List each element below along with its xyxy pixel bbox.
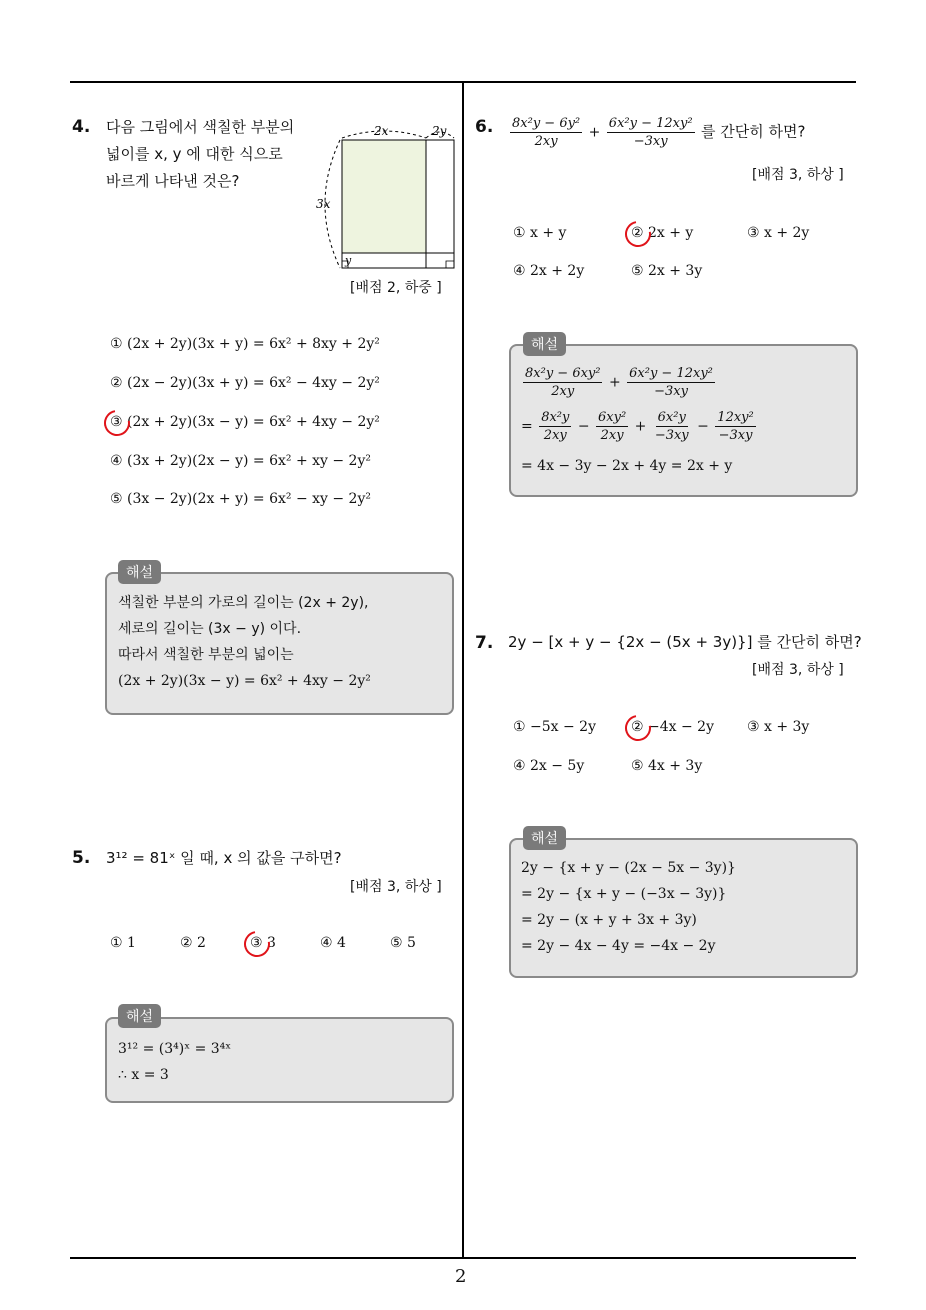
q4-option-5[interactable]: ⑤ (3x − 2y)(2x + y) = 6x² − xy − 2y² bbox=[110, 491, 371, 507]
q6-question bbox=[508, 115, 805, 150]
q6-number: 6. bbox=[475, 117, 494, 137]
q5-option-2[interactable]: ② 2 bbox=[180, 935, 206, 951]
q6-sol2-n3: 6x²y bbox=[657, 410, 686, 425]
q4-shaded-region bbox=[342, 140, 426, 253]
q7-solution-line1: 2y − {x + y − (2x − 5x − 3y)} bbox=[521, 860, 736, 876]
q7-option-5[interactable]: ⑤ 4x + 3y bbox=[631, 758, 703, 774]
q4-label-y: y bbox=[345, 254, 352, 267]
q5-option-4[interactable]: ④ 4 bbox=[320, 935, 346, 951]
q6-option-5[interactable]: ⑤ 2x + 3y bbox=[631, 263, 703, 279]
q7-solution-line3: = 2y − (x + y + 3x + 3y) bbox=[521, 912, 697, 928]
q4-question bbox=[106, 114, 294, 195]
column-divider bbox=[462, 81, 464, 1258]
q6-option-2[interactable]: ② 2x + y bbox=[631, 225, 694, 241]
q4-label-2x: 2x bbox=[374, 124, 389, 138]
q4-option-1[interactable]: ① (2x + 2y)(3x + y) = 6x² + 8xy + 2y² bbox=[110, 336, 380, 352]
q6-sol2-frac1 bbox=[539, 409, 571, 444]
q5-option-1[interactable]: ① 1 bbox=[110, 935, 136, 951]
q6-frac2-num: 6x²y − 12xy² bbox=[608, 116, 693, 131]
q6-solution-line1 bbox=[521, 365, 717, 400]
q6-sol2-d4: −3xy bbox=[718, 428, 753, 443]
q6-sol1-plus: + bbox=[608, 374, 621, 391]
q6-frac1-num: 8x²y − 6y² bbox=[512, 116, 581, 131]
q6-sol2-d1: 2xy bbox=[543, 428, 567, 443]
q5-option-5[interactable]: ⑤ 5 bbox=[390, 935, 416, 951]
q6-fraction-1 bbox=[510, 115, 582, 150]
q4-solution-line3: 따라서 색칠한 부분의 넓이는 bbox=[118, 647, 294, 663]
q4-solution-line1: 색칠한 부분의 가로의 길이는 (2x + 2y), bbox=[118, 595, 369, 611]
q6-solution-tag: 해설 bbox=[523, 332, 566, 356]
q5-solution-line1: 3¹² = (3⁴)ˣ = 3⁴ˣ bbox=[118, 1041, 232, 1057]
q6-sol1-d2: −3xy bbox=[654, 384, 688, 399]
q7-solution-tag: 해설 bbox=[523, 826, 566, 850]
q6-sol1-frac1 bbox=[523, 365, 602, 400]
q6-sol1-n1: 8x²y − 6xy² bbox=[525, 366, 601, 381]
q5-points: [배점 3, 하상 ] bbox=[350, 879, 442, 895]
q6-sol1-n2: 6x²y − 12xy² bbox=[629, 366, 713, 381]
q4-solution-tag: 해설 bbox=[118, 560, 161, 584]
q6-sol2-frac4 bbox=[715, 409, 755, 444]
q7-question: 2y − [x + y − {2x − (5x + 3y)}] 를 간단히 하면? bbox=[508, 633, 862, 651]
q7-option-2[interactable]: ② −4x − 2y bbox=[631, 719, 714, 735]
q4-question-line2: 넓이를 x, y 에 대한 식으로 bbox=[106, 145, 283, 163]
q4-option-4[interactable]: ④ (3x + 2y)(2x − y) = 6x² + xy − 2y² bbox=[110, 453, 371, 469]
q7-points: [배점 3, 하상 ] bbox=[752, 662, 844, 678]
q6-points: [배점 3, 하상 ] bbox=[752, 167, 844, 183]
q6-sol2-d2: 2xy bbox=[600, 428, 624, 443]
q4-points: [배점 2, 하중 ] bbox=[350, 280, 442, 296]
q6-sol2-eq: = bbox=[521, 418, 533, 435]
q6-sol1-frac2 bbox=[627, 365, 715, 400]
q6-frac1-den: 2xy bbox=[534, 134, 558, 149]
q5-solution-line2: ∴ x = 3 bbox=[118, 1067, 169, 1083]
q6-fraction-2 bbox=[607, 115, 695, 150]
q6-frac2-den: −3xy bbox=[633, 134, 668, 149]
q5-option-3[interactable]: ③ 3 bbox=[250, 935, 276, 951]
q6-option-4[interactable]: ④ 2x + 2y bbox=[513, 263, 585, 279]
q5-answer-mark bbox=[239, 926, 275, 962]
q7-option-3[interactable]: ③ x + 3y bbox=[747, 719, 810, 735]
q7-number: 7. bbox=[475, 633, 494, 653]
page-number: 2 bbox=[455, 1266, 467, 1287]
q4-answer-mark bbox=[99, 405, 135, 441]
q6-sol2-frac2 bbox=[596, 409, 628, 444]
q7-answer-mark bbox=[620, 710, 656, 746]
q6-sol2-n4: 12xy² bbox=[717, 410, 754, 425]
q5-solution-tag: 해설 bbox=[118, 1004, 161, 1028]
q4-label-2y: 2y bbox=[432, 124, 447, 138]
q5-question: 3¹² = 81ˣ 일 때, x 의 값을 구하면? bbox=[106, 849, 342, 867]
q5-number: 5. bbox=[72, 848, 91, 868]
q4-solution-line2: 세로의 길이는 (3x − y) 이다. bbox=[118, 621, 302, 637]
q6-option-3[interactable]: ③ x + 2y bbox=[747, 225, 810, 241]
q6-sol1-d1: 2xy bbox=[551, 384, 575, 399]
q7-option-1[interactable]: ① −5x − 2y bbox=[513, 719, 596, 735]
q4-solution-line4: (2x + 2y)(3x − y) = 6x² + 4xy − 2y² bbox=[118, 673, 371, 689]
bottom-rule bbox=[70, 1257, 856, 1259]
q6-sol2-frac3 bbox=[653, 409, 691, 444]
q4-option-3[interactable]: ③ (2x + 2y)(3x − y) = 6x² + 4xy − 2y² bbox=[110, 414, 380, 430]
q4-number: 4. bbox=[72, 117, 91, 137]
q6-sol2-minus1: − bbox=[577, 418, 590, 435]
q4-question-line1: 다음 그림에서 색칠한 부분의 bbox=[106, 118, 295, 136]
q6-option-1[interactable]: ① x + y bbox=[513, 225, 567, 241]
q6-answer-mark bbox=[620, 216, 656, 252]
q7-option-4[interactable]: ④ 2x − 5y bbox=[513, 758, 585, 774]
q6-sol2-minus2: − bbox=[697, 418, 709, 435]
q4-question-line3: 바르게 나타낸 것은? bbox=[106, 172, 240, 190]
q7-solution-line4: = 2y − 4x − 4y = −4x − 2y bbox=[521, 938, 716, 954]
q6-plus: + bbox=[588, 124, 601, 141]
q6-sol2-n1: 8x²y bbox=[541, 410, 570, 425]
q6-solution-line3: = 4x − 3y − 2x + 4y = 2x + y bbox=[521, 458, 733, 474]
q4-figure bbox=[310, 118, 460, 273]
q6-sol2-plus: + bbox=[634, 418, 647, 435]
q6-solution-line2 bbox=[521, 409, 758, 444]
q4-option-2[interactable]: ② (2x − 2y)(3x + y) = 6x² − 4xy − 2y² bbox=[110, 375, 380, 391]
q7-solution-line2: = 2y − {x + y − (−3x − 3y)} bbox=[521, 886, 727, 902]
q4-label-3x: 3x bbox=[316, 197, 331, 211]
q6-question-tail: 를 간단히 하면? bbox=[701, 122, 806, 141]
q6-sol2-d3: −3xy bbox=[654, 428, 689, 443]
q6-sol2-n2: 6xy² bbox=[598, 410, 627, 425]
